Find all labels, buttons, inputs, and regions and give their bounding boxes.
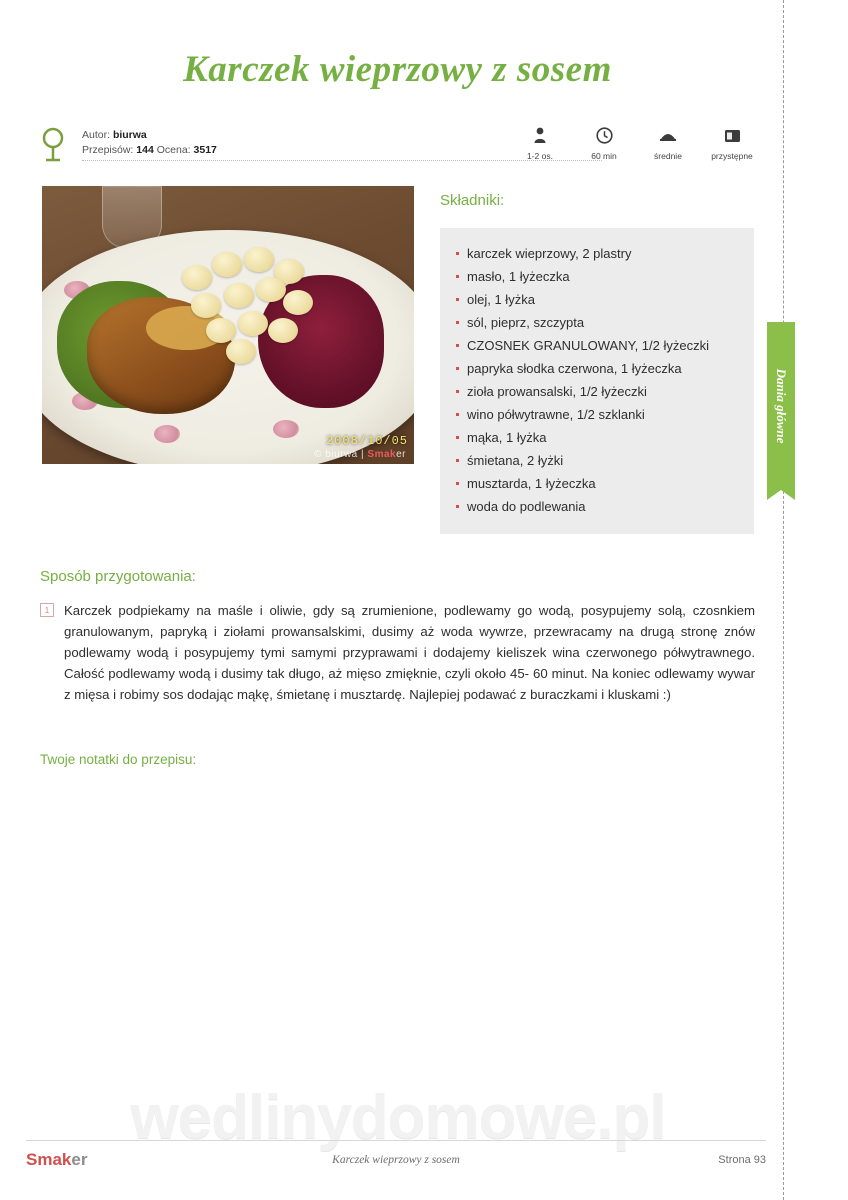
page-footer — [26, 1148, 766, 1178]
step-text: Karczek podpiekamy na maśle i oliwie, gdy są zrumienione, podlewamy go wodą, posypujemy solą, czosnkiem granulowanym, papryką i ziołami prowansalskimi, dusimy aż woda wywrze, przewracamy na drugą stronę znów podlewamy wodą i posypujemy tymi samymi przyprawami i dodajemy kieliszek wina czerwonego półwytrawnego. Całość podlewamy wodą i dusimy tak długo, aż mięso zmięknie, czyli około 45- 60 minut. Na koniec odlewamy wywar z mięsa i robimy sos dodając mąkę, śmietanę i musztardę. Najlepiej podawać z buraczkami i kluskami :) — [64, 603, 755, 702]
photo-watermark-brand-a: Smak — [367, 449, 397, 460]
recipes-count: 144 — [136, 144, 154, 156]
footer-logo-brand-b: er — [71, 1150, 88, 1169]
list-item: mąka, 1 łyżka — [456, 426, 738, 449]
ingredients-list — [456, 242, 738, 518]
photo-watermark-prefix: © biurwa | — [314, 449, 368, 460]
recipes-label: Przepisów: — [82, 144, 134, 156]
footer-divider — [26, 1140, 766, 1141]
page-title: Karczek wieprzowy z sosem — [183, 49, 612, 90]
notes-heading: Twoje notatki do przepisu: — [40, 752, 197, 767]
list-item: woda do podlewania — [456, 495, 738, 518]
footer-logo-brand-a: Smak — [26, 1150, 72, 1169]
photo-watermark-brand-b: er — [396, 449, 406, 460]
meta-icons — [517, 127, 755, 161]
footer-title: Karczek wieprzowy z sosem — [332, 1154, 460, 1166]
author-label: Autor: — [82, 129, 111, 141]
list-item: CZOSNEK GRANULOWANY, 1/2 łyżeczki — [456, 334, 738, 357]
person-icon — [517, 127, 563, 149]
photo-dumplings — [176, 242, 325, 370]
meta-servings-label: 1-2 os. — [527, 151, 553, 161]
author-name: biurwa — [112, 129, 147, 141]
photo-date-stamp: 2008/10/05 — [325, 434, 408, 448]
list-item: olej, 1 łyżka — [456, 288, 738, 311]
meta-time-label: 60 min — [591, 151, 617, 161]
meta-price-label: przystępne — [711, 151, 753, 161]
meta-servings — [517, 127, 563, 161]
ingredients-box — [440, 228, 754, 534]
meta-difficulty — [645, 127, 691, 161]
list-item: papryka słodka czerwona, 1 łyżeczka — [456, 357, 738, 380]
rating-value: 3517 — [193, 144, 217, 156]
difficulty-icon — [645, 127, 691, 149]
preparation-heading: Sposób przygotowania: — [40, 568, 196, 585]
author-info — [82, 128, 217, 158]
list-item: zioła prowansalski, 1/2 łyżeczki — [456, 380, 738, 403]
category-side-tab-label: Dania główne — [774, 368, 789, 444]
clock-icon — [581, 127, 627, 149]
page-cut-line — [783, 0, 784, 1200]
photo-watermark — [314, 449, 406, 460]
page-number: Strona 93 — [718, 1154, 766, 1166]
list-item: musztarda, 1 łyżeczka — [456, 472, 738, 495]
category-side-tab — [767, 322, 795, 490]
plate-flower — [154, 425, 180, 443]
meta-difficulty-label: średnie — [654, 151, 682, 161]
meta-time — [581, 127, 627, 161]
page-watermark: wedlinydomowe.pl — [130, 1083, 666, 1152]
meta-price — [709, 127, 755, 161]
step-number: 1 — [40, 603, 54, 617]
list-item: wino półwytrawne, 1/2 szklanki — [456, 403, 738, 426]
plate-flower — [273, 420, 299, 438]
ingredients-heading: Składniki: — [440, 192, 505, 209]
list-item: śmietana, 2 łyżki — [456, 449, 738, 472]
rating-label: Ocena: — [156, 144, 191, 156]
preparation-step — [40, 600, 755, 705]
list-item: masło, 1 łyżeczka — [456, 265, 738, 288]
list-item: sól, pieprz, szczypta — [456, 311, 738, 334]
list-item: karczek wieprzowy, 2 plastry — [456, 242, 738, 265]
user-avatar-icon — [40, 127, 74, 163]
price-icon — [709, 127, 755, 149]
recipe-photo — [42, 186, 414, 464]
author-bar — [40, 127, 755, 167]
